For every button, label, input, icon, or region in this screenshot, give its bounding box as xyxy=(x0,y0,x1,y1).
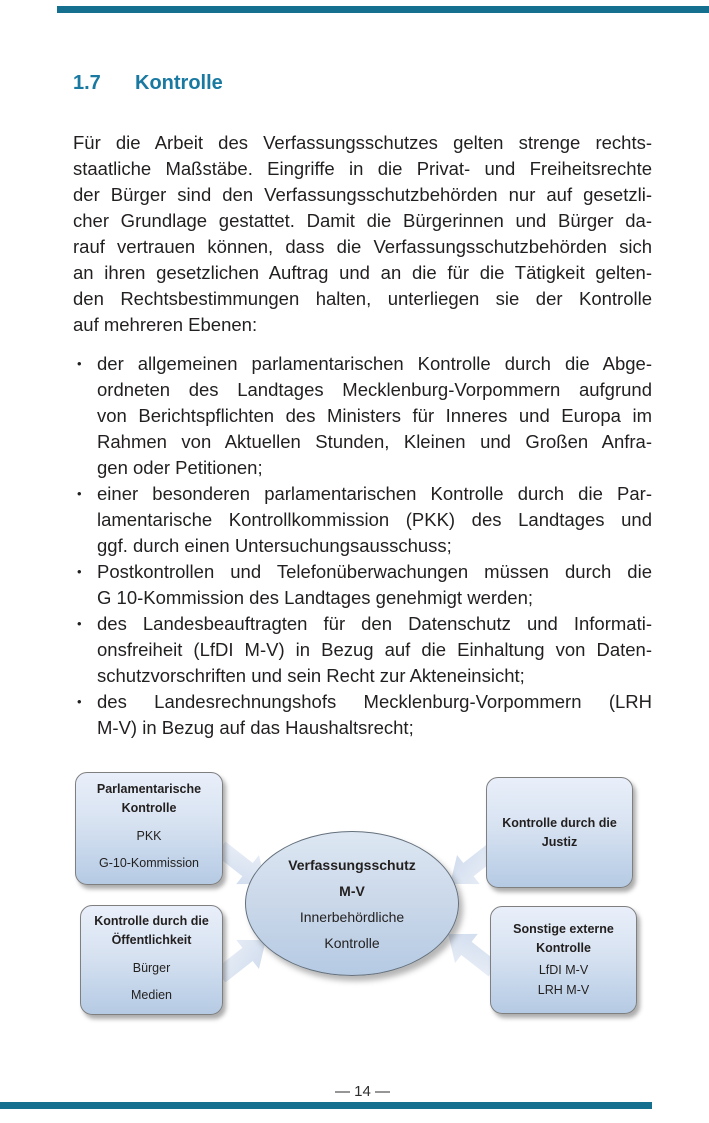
bullet-text xyxy=(97,689,652,741)
bullet-item xyxy=(73,611,652,689)
text-line: des Landesrechnungshofs Mecklenburg-Vorpommern (LRH xyxy=(97,691,652,712)
text-line: ggf. durch einen Untersuchungsausschuss; xyxy=(97,535,452,556)
diagram-ellipse-center xyxy=(245,831,459,976)
box-title xyxy=(513,920,614,958)
top-rule xyxy=(57,6,709,13)
diagram-box-justice-control xyxy=(486,777,633,888)
text-line: von Berichtspflichten des Ministers für Inneres und Europa im xyxy=(97,405,652,426)
text-line: Parlamentarische xyxy=(96,782,202,796)
text-line: Sonstige externe xyxy=(513,922,614,936)
text-line: LfDI M-V xyxy=(538,963,589,977)
text-line: PKK xyxy=(136,829,162,843)
bullet-icon: • xyxy=(77,694,82,709)
bullet-icon: • xyxy=(77,564,82,579)
ellipse-subtitle xyxy=(300,904,404,956)
text-line: cher Grundlage gestattet. Damit die Bürgerinnen und Bürger da- xyxy=(73,210,652,231)
text-line: einer besonderen parlamentarischen Kontrolle durch die Par- xyxy=(97,483,652,504)
page-number: — 14 — xyxy=(334,1083,391,1100)
text-line: Kontrolle xyxy=(324,934,380,951)
text-line: onsfreiheit (LfDI M-V) in Bezug auf die Einhaltung von Daten- xyxy=(97,639,652,660)
intro-paragraph xyxy=(73,130,652,338)
box-items xyxy=(99,823,199,877)
control-diagram xyxy=(0,755,709,1045)
text-line: Postkontrollen und Telefonüberwachungen müssen durch die xyxy=(97,561,652,582)
text-line: schutzvorschriften und sein Recht zur Akteneinsicht; xyxy=(97,665,525,686)
text-line: Rahmen von Aktuellen Stunden, Kleinen und Großen Anfra- xyxy=(97,431,652,452)
box-title xyxy=(97,780,201,818)
bullet-icon: • xyxy=(77,616,82,631)
diagram-box-public-control xyxy=(80,905,223,1015)
text-line: der Bürger sind den Verfassungsschutzbehörden nur auf gesetzli- xyxy=(73,184,652,205)
bottom-rule xyxy=(0,1102,652,1109)
bullet-item xyxy=(73,481,652,559)
text-line: G-10-Kommission xyxy=(98,856,200,870)
bullet-list xyxy=(73,351,652,741)
section-heading xyxy=(73,72,223,95)
text-line: rauf vertrauen können, dass die Verfassungsschutzbehörden sich xyxy=(73,236,652,257)
box-title xyxy=(94,912,209,950)
text-line: des Landesbeauftragten für den Datenschutz und Informati- xyxy=(97,613,652,634)
bullet-text xyxy=(97,611,652,689)
text-line: Kontrolle xyxy=(121,801,177,815)
text-line: den Rechtsbestimmungen halten, unterliegen sie der Kontrolle xyxy=(73,288,652,309)
text-line: auf mehreren Ebenen: xyxy=(73,314,258,335)
text-line: Justiz xyxy=(541,834,578,849)
section-title: Kontrolle xyxy=(135,72,223,94)
text-line: Medien xyxy=(131,987,172,1002)
text-line: Kontrolle durch die xyxy=(94,913,209,928)
bullet-item xyxy=(73,351,652,481)
text-line: Öffentlichkeit xyxy=(111,932,192,947)
text-line: staatliche Maßstäbe. Eingriffe in die Privat- und Freiheitsrechte xyxy=(73,158,652,179)
text-line: ordneten des Landtages Mecklenburg-Vorpommern aufgrund xyxy=(97,379,652,400)
text-line: M-V) in Bezug auf das Haushaltsrecht; xyxy=(97,717,414,738)
bullet-icon: • xyxy=(77,356,82,371)
text-line: an ihren gesetzlichen Auftrag und an die für die Tätigkeit gelten- xyxy=(73,262,652,283)
box-title xyxy=(502,814,617,852)
box-items xyxy=(131,955,172,1009)
text-line: Bürger xyxy=(132,960,171,975)
text-line: lamentarische Kontrollkommission (PKK) des Landtages und xyxy=(97,509,652,530)
bullet-item xyxy=(73,689,652,741)
ellipse-title xyxy=(288,852,416,904)
text-line: der allgemeinen parlamentarischen Kontrolle durch die Abge- xyxy=(97,353,652,374)
text-line: G 10-Kommission des Landtages genehmigt werden; xyxy=(97,587,534,608)
text-line: M-V xyxy=(339,882,365,899)
text-line: Verfassungsschutz xyxy=(288,856,416,873)
bullet-icon: • xyxy=(77,486,82,501)
diagram-box-other-external-control xyxy=(490,906,637,1014)
bullet-item xyxy=(73,559,652,611)
bullet-text xyxy=(97,559,652,611)
diagram-box-parliamentary-control xyxy=(75,772,223,885)
text-line: Kontrolle xyxy=(536,941,591,955)
text-line: Innerbehördliche xyxy=(299,908,405,925)
text-line: Kontrolle durch die xyxy=(502,815,617,830)
bullet-text xyxy=(97,351,652,481)
text-line: Für die Arbeit des Verfassungsschutzes gelten strenge rechts- xyxy=(73,132,652,153)
box-items xyxy=(538,960,589,1000)
bullet-text xyxy=(97,481,652,559)
text-line: LRH M-V xyxy=(537,983,590,997)
section-number: 1.7 xyxy=(73,72,101,94)
text-line: gen oder Petitionen; xyxy=(97,457,263,478)
